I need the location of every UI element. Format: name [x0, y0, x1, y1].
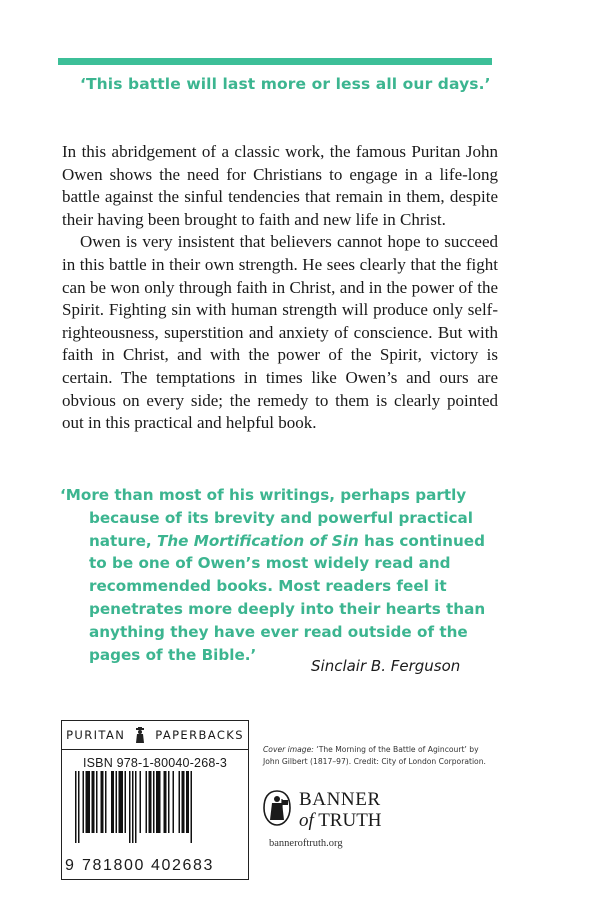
barcode-bar	[164, 771, 167, 833]
series-label	[62, 721, 248, 750]
puritan-figure-icon	[133, 727, 147, 743]
barcode-bar	[86, 771, 91, 833]
blurb-paragraph-1: In this abridgement of a classic work, the famous Puritan John Owen shows the need for Christians to engage in a life-long battle against the sinful tendencies that remain in them, despite their having been brought to faith and new life in Christ.	[62, 142, 498, 229]
endorsement-line: penetrates more deeply into their hearts than	[89, 599, 486, 618]
barcode-bar	[132, 771, 134, 843]
barcode-bar	[182, 771, 185, 833]
endorsement-attribution: Sinclair B. Ferguson	[311, 657, 461, 675]
publisher-name-of: of	[299, 810, 314, 831]
publisher-url: banneroftruth.org	[269, 838, 343, 849]
endorsement-text: has continued	[358, 531, 485, 550]
barcode-bar	[168, 771, 170, 833]
barcode-bar	[101, 771, 104, 833]
barcode	[73, 771, 239, 843]
barcode-bar	[186, 771, 189, 833]
series-name-right: PAPERBACKS	[155, 728, 244, 742]
barcode-bar	[105, 771, 107, 833]
barcode-bar	[92, 771, 95, 833]
endorsement-text: nature,	[89, 531, 157, 550]
endorsement-line	[60, 530, 500, 553]
publisher-name-line-1: BANNER	[299, 789, 381, 810]
endorsement-line: to be one of Owen’s most widely read and	[89, 554, 451, 573]
endorsement-line: anything they have ever read outside of the	[89, 622, 468, 641]
isbn-number: ISBN 978-1-80040-268-3	[82, 756, 228, 770]
publisher-name-truth: TRUTH	[313, 810, 382, 831]
ean-first-digit: 9	[65, 857, 75, 874]
cover-credit-line-2: John Gilbert (1817–97). Credit: City of London Corporation.	[263, 756, 486, 766]
barcode-bar	[96, 771, 98, 833]
endorsement-quote	[60, 484, 500, 666]
endorsement-line: pages of the Bible.’	[89, 645, 257, 664]
barcode-bar	[83, 771, 85, 833]
barcode-bar	[75, 771, 77, 843]
endorsement-line: ‘More than most of his writings, perhaps partly	[60, 486, 467, 504]
publisher-name-line-2	[299, 810, 382, 831]
banner-of-truth-logo-icon	[262, 790, 292, 826]
barcode-bar	[140, 771, 142, 833]
barcode-bar	[119, 771, 124, 833]
publisher-name	[299, 789, 382, 831]
pull-quote: ‘This battle will last more or less all our days.’	[80, 75, 491, 93]
cover-credit-line-1	[263, 744, 553, 756]
cover-credit-label: Cover image:	[263, 745, 314, 754]
book-title: The Mortification of Sin	[156, 531, 359, 550]
ean-remaining-digits: 781800 402683	[82, 857, 215, 874]
barcode-bar	[116, 771, 118, 833]
barcode-bar	[156, 771, 161, 833]
endorsement-line: recommended books. Most readers feel it	[89, 577, 447, 596]
barcode-box	[61, 720, 249, 880]
blurb-body	[62, 141, 498, 435]
top-accent-rule	[58, 58, 492, 65]
cover-credit	[263, 744, 553, 767]
barcode-bar	[129, 771, 131, 843]
cover-credit-text: ‘The Morning of the Battle of Agincourt’ by	[313, 745, 479, 754]
blurb-paragraph-2: Owen is very insistent that believers cannot hope to succeed in this battle in their own strength. He sees clearly that the fight can be won only through faith in Christ, and in the power of the Spirit. Fighting sin with human strength will produce only self-righteousness, superstition and anxiety of conscience. But with faith in Christ, and with the power of the Spirit, victory is certain. The temptations in times like Owen’s and ours are obvious on every side; the remedy to them is clearly pointed out in this practical and helpful book.	[62, 232, 498, 433]
barcode-bar	[146, 771, 148, 833]
barcode-bar	[179, 771, 181, 833]
barcode-bar	[173, 771, 175, 833]
barcode-bar	[125, 771, 127, 833]
barcode-bar	[191, 771, 193, 843]
series-name-left: PURITAN	[66, 728, 126, 742]
barcode-bar	[78, 771, 80, 843]
endorsement-line: because of its brevity and powerful practical	[89, 508, 473, 527]
barcode-bar	[153, 771, 155, 833]
barcode-bar	[135, 771, 137, 843]
barcode-bar	[111, 771, 114, 833]
barcode-bar	[149, 771, 152, 833]
